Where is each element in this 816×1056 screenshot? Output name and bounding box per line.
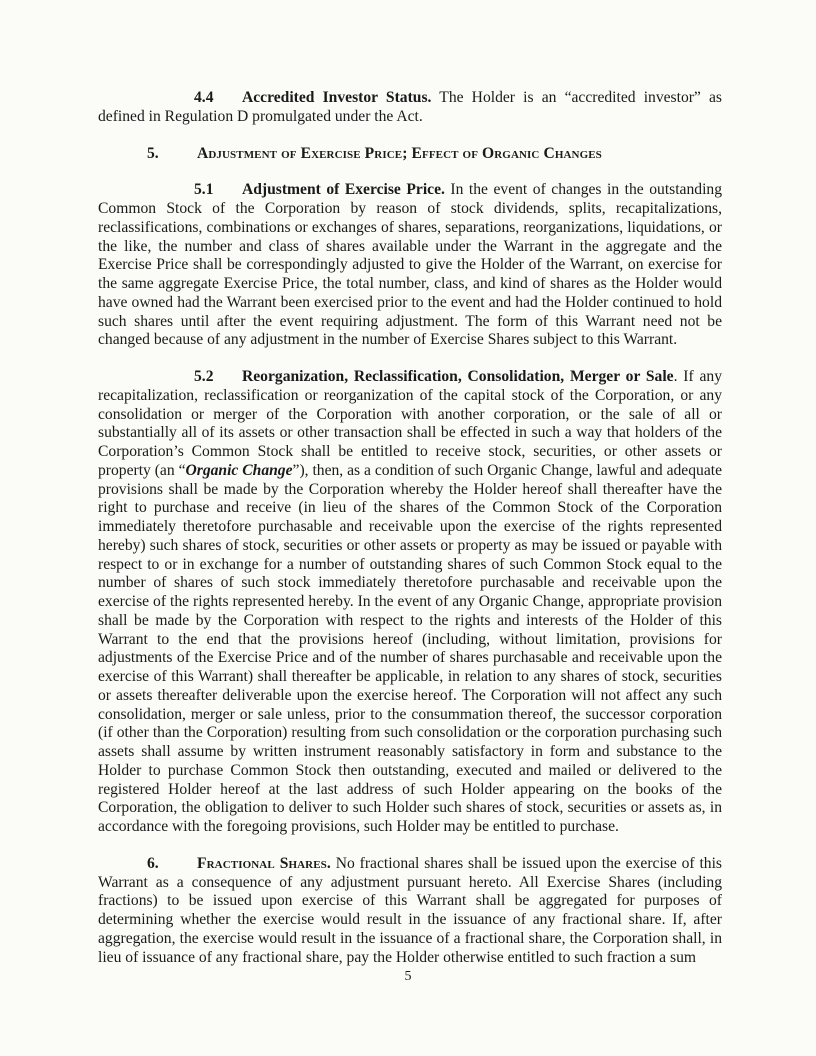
section-5-2 — [98, 368, 722, 837]
section-body: No fractional shares shall be issued upon the exercise of this Warrant as a consequence of any adjustment pursuant hereto. All Exercise Shares (including fractions) to be issued upon exercise of this Warrant shall be aggregated for purposes of determining whether the exercise would result in the issuance of any fractional share. If, after aggregation, the exercise would result in the issuance of a fractional share, the Corporation shall, in lieu of issuance of any fractional share, pay the Holder otherwise entitled to such fraction a sum — [98, 854, 722, 966]
section-body: The Holder is an “accredited investor” as defined in Regulation D promulgated under the Act. — [98, 89, 722, 125]
page-number: 5 — [404, 969, 412, 984]
section-body-part-b: ”), then, as a condition of such Organic Change, lawful and adequate provisions shall be made by the Corporation whereby the Holder hereof shall thereafter have the right to purchase and receive (in lieu of the shares of the Common Stock of the Corporation immediately theretofore purchasable and receivable upon the exercise of the rights represented hereby) such shares of stock, securities or other assets or property as may be issued or payable with respect to or in exchange for a number of outstanding shares of such Common Stock equal to the number of shares of such stock immediately theretofore purchasable and receivable upon the exercise of the rights represented hereby. In the event of any Organic Change, appropriate provision shall be made by the Corporation with respect to the rights and interests of the Holder of this Warrant to the end that the provisions hereof (including, without limitation, provisions for adjustments of the Exercise Price and of the number of shares purchasable and receivable upon the exercise of this Warrant) shall thereafter be applicable, in relation to any shares of stock, securities or assets thereafter deliverable upon the exercise hereof. The Corporation will not affect any such consolidation, merger or sale unless, prior to the consummation thereof, the successor corporation (if other than the Corporation) resulting from such consolidation or the corporation purchasing such assets shall assume by written instrument reasonably satisfactory in form and substance to the Holder to purchase Common Stock then outstanding, executed and mailed or delivered to the registered Holder hereof at the last address of such Holder appearing on the books of the Corporation, the obligation to deliver to such Holder such shares of stock, securities or assets as, in accordance with the foregoing provisions, such Holder may be entitled to purchase. — [98, 461, 722, 835]
section-title: Accredited Investor Status. — [242, 89, 432, 106]
section-body: In the event of changes in the outstanding Common Stock of the Corporation by reason of stock dividends, splits, recapitalizations, reclassifications, combinations or exchanges of shares, separations, reorganizations, liquidations, or the like, the number and class of shares available under the Warrant in the aggregate and the Exercise Price shall be correspondingly adjusted to give the Holder of the Warrant, on exercise for the same aggregate Exercise Price, the total number, class, and kind of shares as the Holder would have owned had the Warrant been exercised prior to the event and had the Holder continued to hold such shares until after the event requiring adjustment. The form of this Warrant need not be changed because of any adjustment in the number of Exercise Shares subject to this Warrant. — [98, 181, 722, 349]
section-4-4 — [98, 89, 722, 127]
section-title: Adjustment of Exercise Price; Effect of Organic Changes — [197, 144, 602, 162]
document-page — [98, 89, 722, 967]
section-body-part-a: . If any recapitalization, reclassification or reorganization of the capital stock of the Corporation, or any consolidation or merger of the Corporation with another corporation, or the sale of all or substantially all of its assets or other transaction shall be effected in such a way that holders of the Corporation’s Common Stock shall be entitled to receive stock, securities, or other assets or property (an “ — [98, 368, 722, 479]
section-title: Fractional Shares. — [197, 854, 331, 872]
section-number: 5.1 — [194, 181, 214, 199]
section-number: 5. — [147, 144, 159, 162]
section-6 — [98, 855, 722, 968]
section-5-heading — [98, 145, 722, 164]
section-number: 5.2 — [194, 368, 214, 385]
section-title: Reorganization, Reclassification, Consolidation, Merger or Sale — [242, 368, 674, 385]
section-title: Adjustment of Exercise Price. — [242, 181, 445, 199]
section-number: 4.4 — [194, 89, 214, 106]
defined-term: Organic Change — [185, 461, 293, 479]
section-5-1 — [98, 181, 722, 350]
section-number: 6. — [147, 854, 159, 872]
